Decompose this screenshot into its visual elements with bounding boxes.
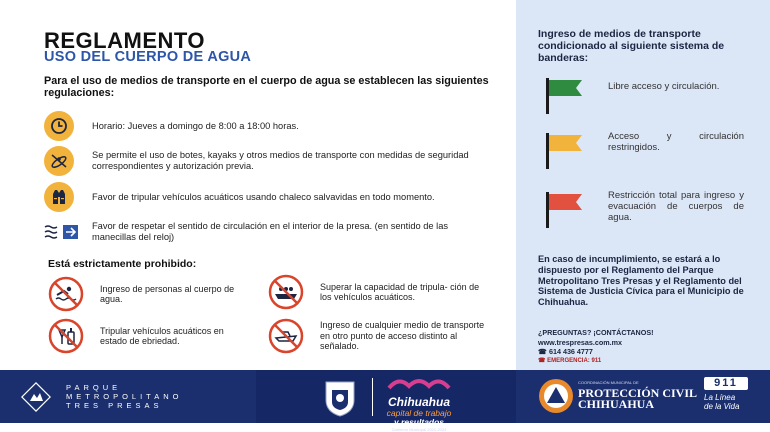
prohibited-text: Superar la capacidad de tripula- ción de los vehículos acuáticos. (320, 281, 480, 302)
kayak-icon (44, 146, 74, 176)
no-boat-entry-icon (268, 318, 304, 354)
park-logo-block (0, 370, 256, 423)
life-vest-icon (44, 182, 74, 212)
emergency-number: 911 (704, 377, 748, 390)
civil-protection-block (516, 370, 770, 423)
footer (0, 370, 770, 432)
green-flag-icon (542, 76, 586, 116)
intro-text: Para el uso de medios de transporte en el cuerpo de agua se establecen las siguientes regulaciones: (44, 75, 489, 99)
regulation-text: Horario: Jueves a domingo de 8:00 a 18:00 horas. (92, 120, 299, 131)
yellow-flag-icon (542, 131, 586, 171)
contact-heading: ¿PREGUNTAS? ¡CONTÁCTANOS! (538, 328, 654, 337)
prohibited-text: Tripular vehículos acuáticos en estado de ebriedad. (100, 325, 224, 346)
phone-icon: ☎ (538, 347, 549, 356)
non-compliance-note: En caso de incumplimiento, se estará a lo dispuesto por el Reglamento del Parque Metropolitano Tres Presas y el Reglamento del Sistema de Justicia Cívica para el Municipio de Chihuahua. (538, 254, 744, 308)
civil-protection-small: COORDINACIÓN MUNICIPAL DE (578, 380, 639, 385)
contact-phone[interactable]: 614 436 4777 (548, 347, 593, 356)
regulation-text: Favor de tripular vehículos acuáticos usando chaleco salvavidas en todo momento. (92, 191, 435, 202)
prohibited-title: Está estrictamente prohibido: (48, 258, 197, 270)
civil-protection-name: PROTECCIÓN CIVIL CHIHUAHUA (578, 386, 698, 411)
regulation-item (44, 182, 492, 212)
regulation-text: Favor de respetar el sentido de circulación en el interior de la presa. (en sentido de las manecillas del reloj) (92, 221, 449, 242)
contact-website[interactable]: www.trespresas.com.mx (538, 337, 623, 347)
flag-green-text: Libre acceso y circulación. (608, 81, 720, 92)
prohibited-item (268, 274, 490, 310)
regulation-text: Se permite el uso de botes, kayaks y otros medios de transporte con medidas de seguridad correspondientes y autorización previa. (92, 150, 469, 171)
no-alcohol-icon (48, 318, 84, 354)
contact-emergency: EMERGENCIA: 911 (547, 357, 602, 364)
linea-vida: La Línea de la Vida (704, 393, 740, 411)
park-logo-icon (24, 385, 48, 409)
regulation-item (44, 111, 492, 141)
city-wave-icon (384, 376, 454, 390)
regulation-item (44, 146, 492, 176)
emergency-911-logo (704, 377, 748, 415)
page-subtitle: USO DEL CUERPO DE AGUA (44, 49, 252, 65)
prohibited-item (48, 276, 250, 312)
regulation-item (44, 217, 492, 247)
red-flag-icon (542, 190, 586, 230)
civil-protection-logo-icon (538, 378, 574, 414)
page-title: REGLAMENTO (44, 28, 206, 53)
logo-divider (372, 378, 373, 416)
prohibited-item (268, 318, 490, 354)
coat-of-arms-icon (320, 376, 360, 418)
prohibited-text: Ingreso de cualquier medio de transporte en otro punto de acceso distinto al señalado. (320, 320, 485, 352)
water-direction-icon (44, 217, 80, 247)
prohibited-text: Ingreso de personas al cuerpo de agua. (100, 283, 235, 304)
flag-red-text: Restricción total para ingreso y evacuación de cuerpos de agua. (608, 190, 744, 223)
city-slogan: Chihuahua capital de trabajo y resultados Gobierno Municipal 2021-2024 (384, 376, 454, 432)
no-overload-icon (268, 274, 304, 310)
clock-icon (44, 111, 74, 141)
park-name: PARQUE METROPOLITANO TRES PRESAS (66, 383, 183, 410)
prohibited-item (48, 318, 250, 354)
no-swimming-icon (48, 276, 84, 312)
flag-system-title: Ingreso de medios de transporte condicionado al siguiente sistema de banderas: (538, 28, 725, 64)
contact-block (538, 328, 654, 366)
flag-yellow-text: Acceso y circulación restringidos. (608, 131, 744, 153)
emergency-icon: ☎ (538, 357, 548, 364)
municipal-logo-block (256, 370, 516, 432)
